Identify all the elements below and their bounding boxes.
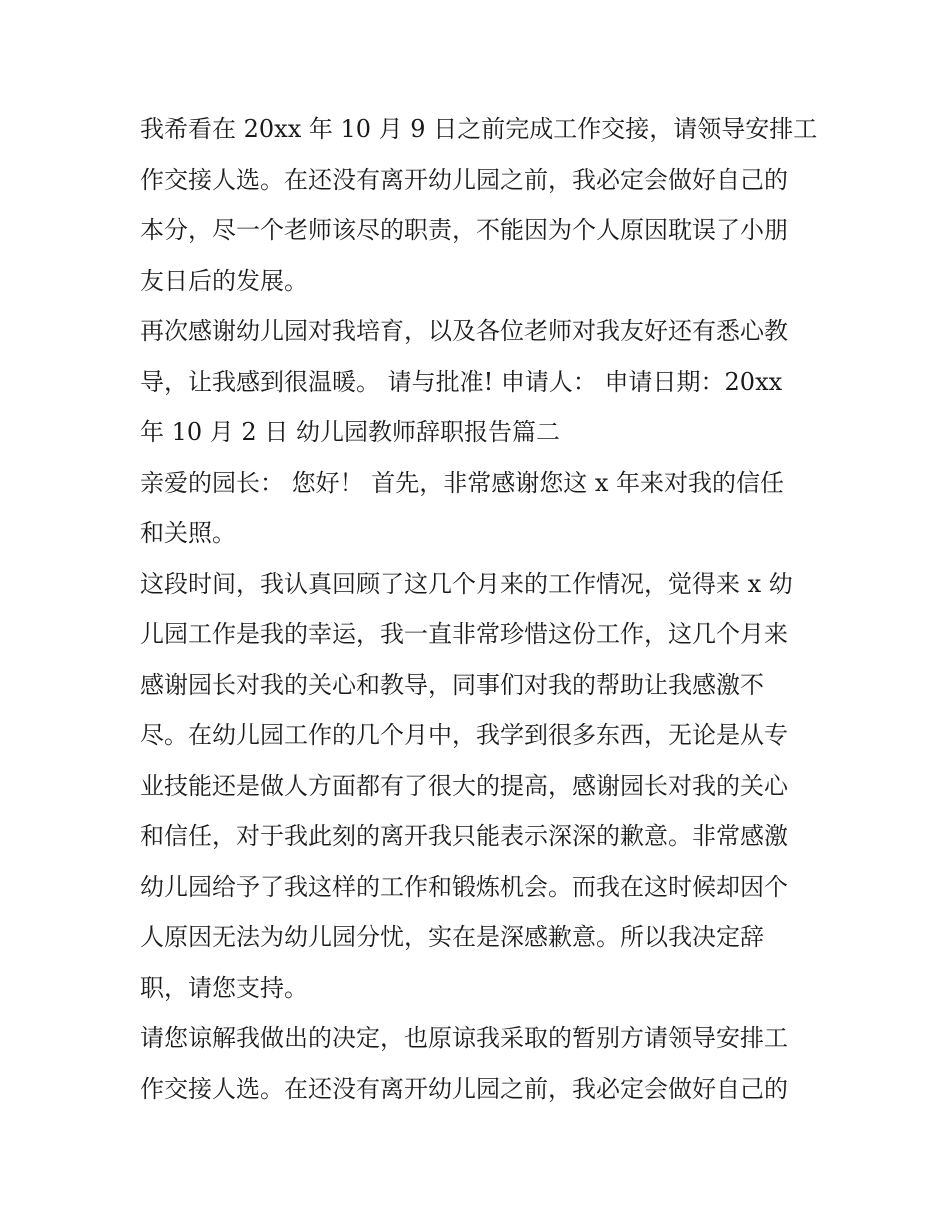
text-line: 尽。在幼儿园工作的几个月中，我学到很多东西，无论是从专 <box>140 721 788 749</box>
text-line: 业技能还是做人方面都有了很大的提高，感谢园长对我的关心 <box>140 771 788 800</box>
text-line: 职，请您支持。 <box>140 973 308 1002</box>
text-line: 请您谅解我做出的决定，也原谅我采取的暂别方请领导安排工 <box>140 1024 788 1052</box>
text-line: 我希看在 20xx 年 10 月 9 日之前完成工作交接，请领导安排工 <box>140 115 818 143</box>
text-line: 年 10 月 2 日 幼儿园教师辞职报告篇二 <box>140 418 560 446</box>
text-line: 和关照。 <box>140 519 236 547</box>
text-line: 感谢园长对我的关心和教导，同事们对我的帮助让我感激不 <box>140 670 764 699</box>
text-line: 儿园工作是我的幸运，我一直非常珍惜这份工作，这几个月来 <box>140 620 788 648</box>
text-line: 作交接人选。在还没有离开幼儿园之前，我必定会做好自己的 <box>140 1074 788 1103</box>
text-line: 本分，尽一个老师该尽的职责，不能因为个人原因耽误了小朋 <box>140 216 788 244</box>
text-line: 人原因无法为幼儿园分忧，实在是深感歉意。所以我决定辞 <box>140 923 764 951</box>
text-line: 作交接人选。在还没有离开幼儿园之前，我必定会做好自己的 <box>140 165 788 194</box>
text-line: 幼儿园给予了我这样的工作和锻炼机会。而我在这时候却因个 <box>140 872 788 901</box>
text-line: 友日后的发展。 <box>140 266 308 295</box>
text-line: 亲爱的园长： 您好！ 首先，非常感谢您这 x 年来对我的信任 <box>140 468 785 497</box>
text-line: 再次感谢幼儿园对我培育，以及各位老师对我友好还有悉心教 <box>140 317 788 345</box>
text-line: 导，让我感到很温暖。 请与批准! 申请人： 申请日期：20xx <box>140 367 783 396</box>
text-line: 和信任，对于我此刻的离开我只能表示深深的歉意。非常感激 <box>140 822 788 850</box>
text-line: 这段时间，我认真回顾了这几个月来的工作情况，觉得来 x 幼 <box>140 569 793 598</box>
document-body <box>140 104 820 1114</box>
